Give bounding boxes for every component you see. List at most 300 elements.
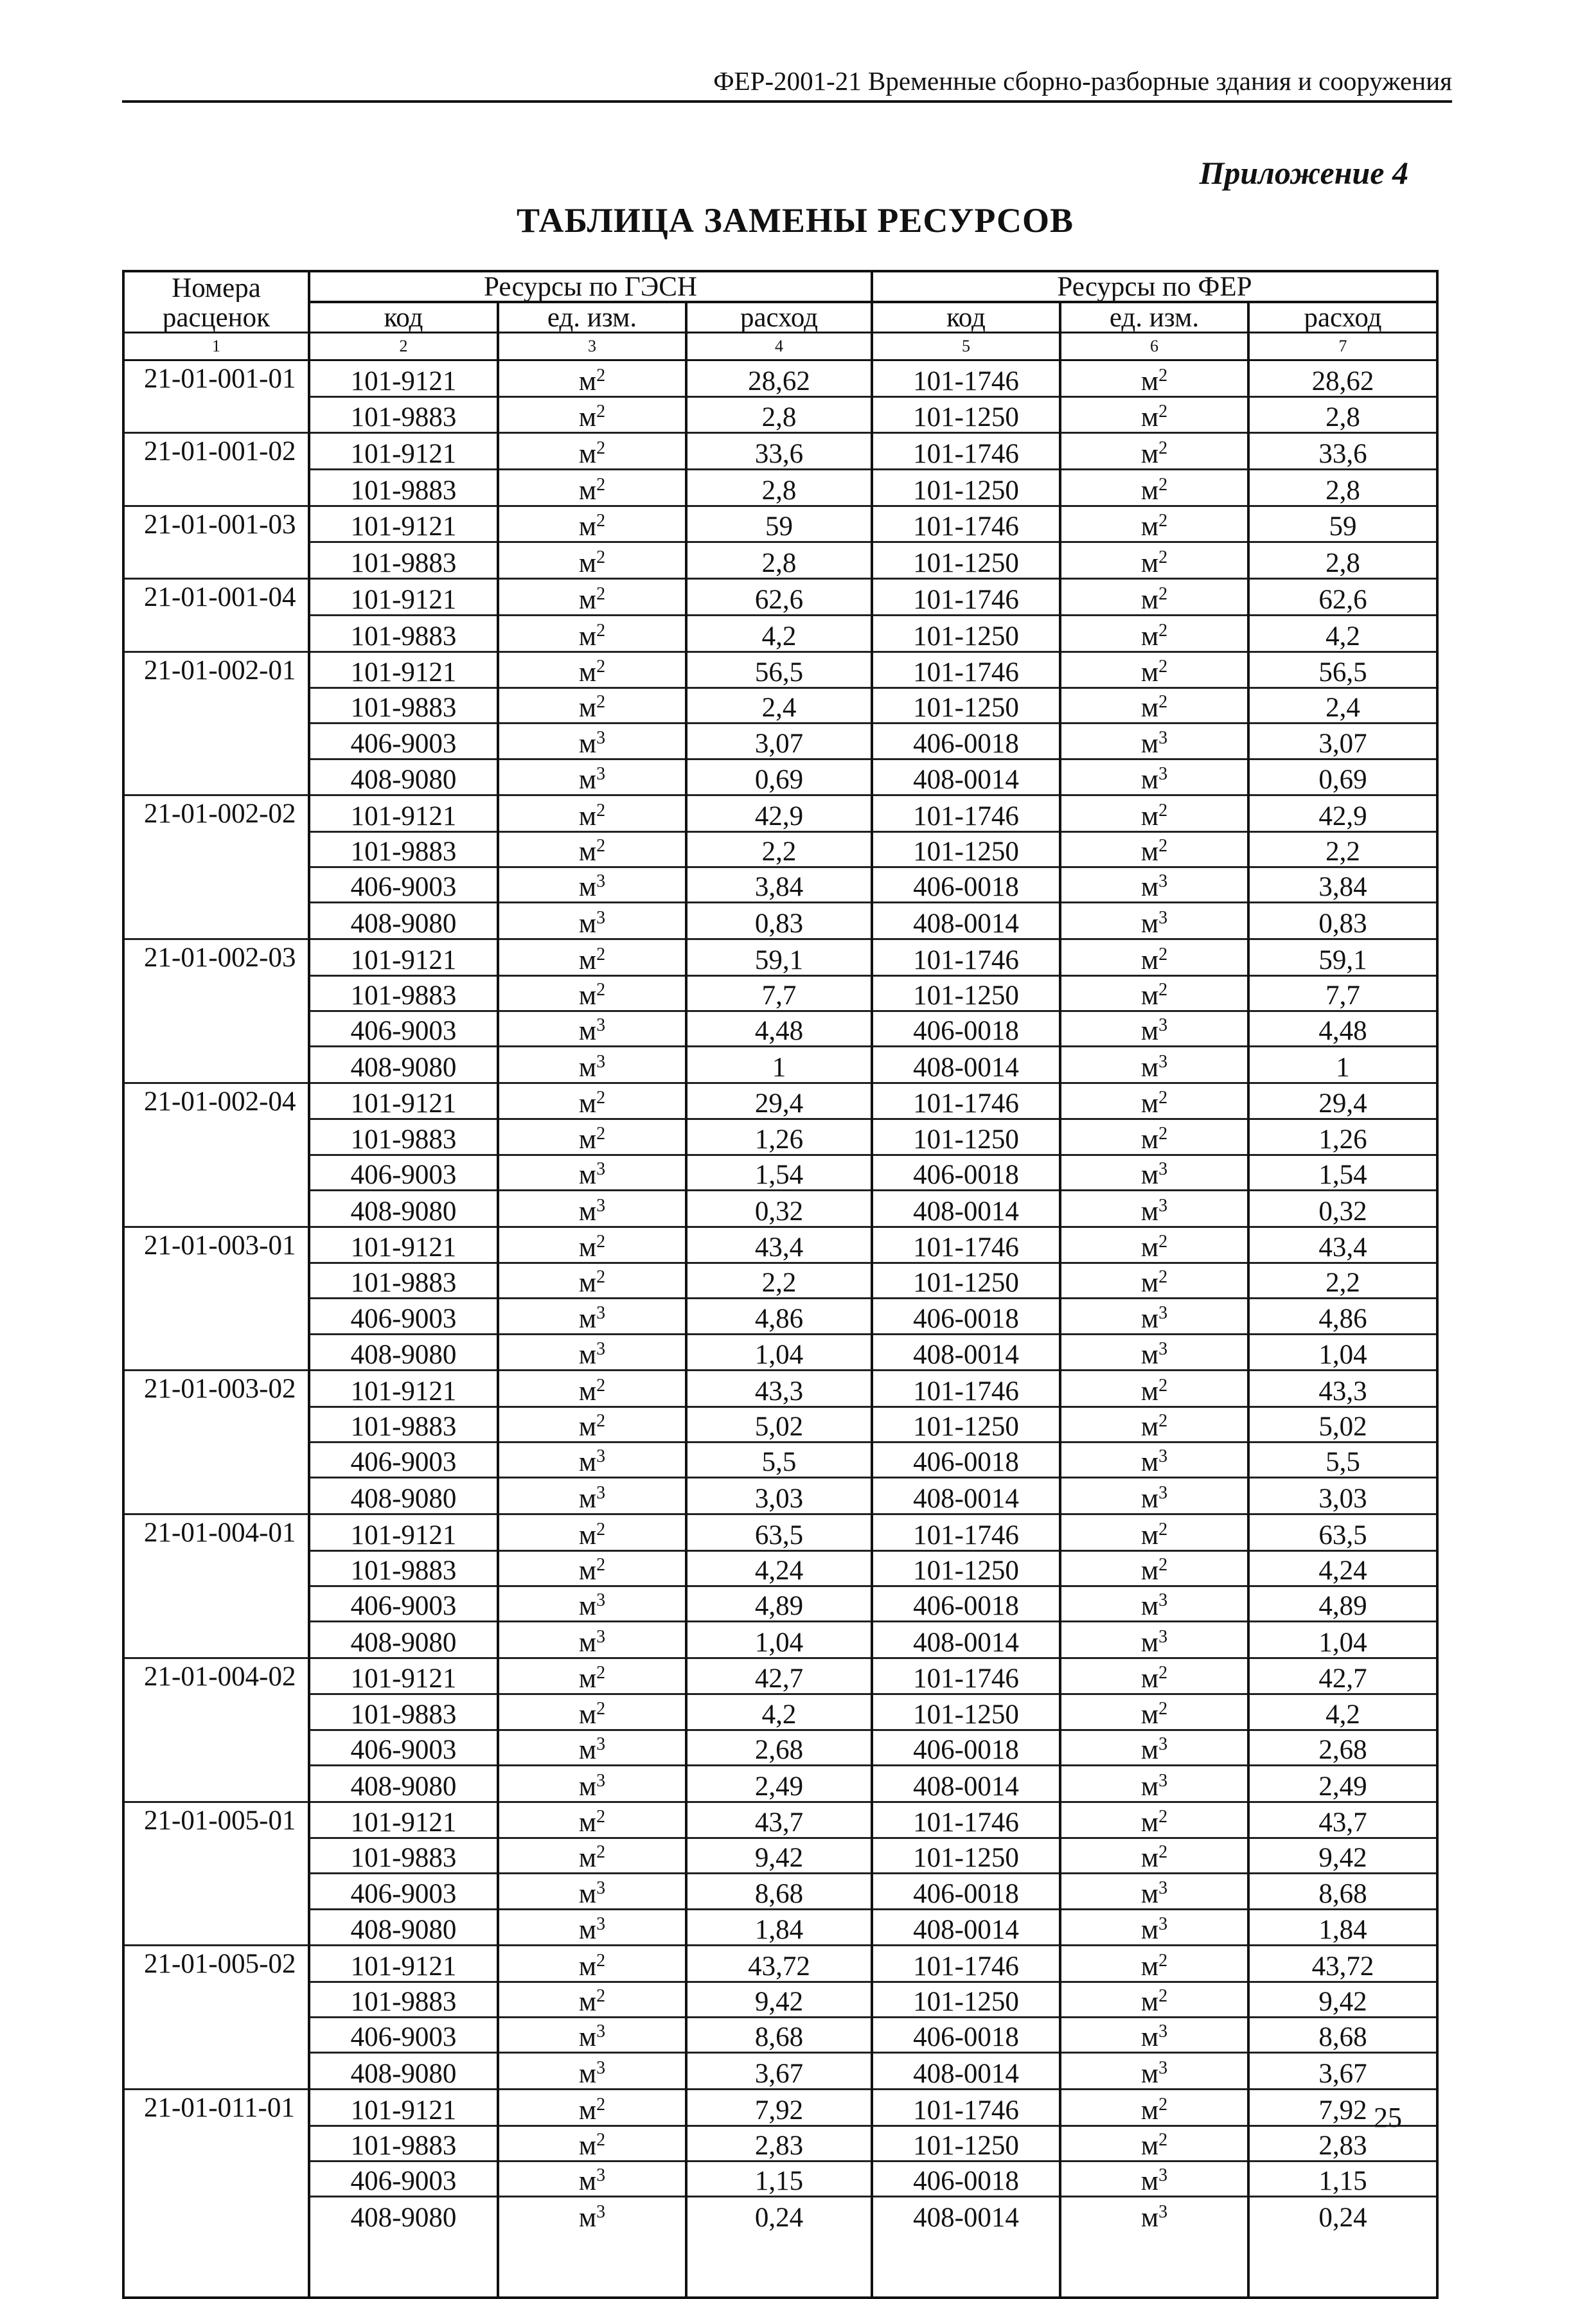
unit-base: м: [578, 1878, 597, 1909]
column-number: 3: [498, 333, 686, 360]
header-row-2: [123, 302, 1437, 333]
rate-number-cell: [123, 867, 309, 903]
gesn-code-cell: 406-9003: [309, 1155, 498, 1190]
gesn-unit-cell: [498, 1047, 686, 1083]
gesn-code-cell: 101-9883: [309, 1407, 498, 1442]
rate-number-cell: [123, 1765, 309, 1802]
fer-amount-cell: 1: [1248, 1047, 1437, 1083]
gesn-code-cell: 101-9121: [309, 1083, 498, 1119]
gesn-code-cell: 406-9003: [309, 2161, 498, 2196]
gesn-amount-cell: 33,6: [686, 433, 872, 470]
fer-unit-cell: [1060, 1622, 1248, 1658]
fer-unit-cell: [1060, 1119, 1248, 1155]
fer-code-cell: 101-1746: [872, 579, 1060, 616]
table-row: [123, 688, 1437, 723]
unit-base: м: [1140, 1807, 1159, 1838]
fer-unit-cell: [1060, 795, 1248, 832]
unit-exponent: 2: [1158, 1375, 1168, 1396]
fer-amount-cell: 2,2: [1248, 831, 1437, 867]
rate-number-cell: [123, 1622, 309, 1658]
table-row: [123, 2018, 1437, 2053]
unit-base: м: [578, 1555, 597, 1586]
unit-base: м: [578, 837, 597, 867]
fer-unit-cell: [1060, 1730, 1248, 1765]
gesn-code-cell: 101-9883: [309, 688, 498, 723]
fer-unit-cell: [1060, 1047, 1248, 1083]
fer-code-cell: 406-0018: [872, 1874, 1060, 1909]
fer-code-cell: 101-1746: [872, 939, 1060, 976]
unit-base: м: [1140, 837, 1159, 867]
gesn-amount-cell: 43,72: [686, 1946, 872, 1982]
fer-amount-cell: 1,04: [1248, 1334, 1437, 1371]
fer-code-cell: 408-0014: [872, 1622, 1060, 1658]
empty-cell: [1060, 2232, 1248, 2298]
unit-exponent: 3: [1158, 1446, 1168, 1467]
unit-base: м: [1140, 621, 1159, 652]
gesn-amount-cell: 2,8: [686, 542, 872, 579]
fer-amount-cell: 8,68: [1248, 1874, 1437, 1909]
gesn-unit-cell: [498, 1946, 686, 1982]
gesn-amount-cell: 2,83: [686, 2126, 872, 2161]
gesn-code-cell: 101-9883: [309, 615, 498, 652]
unit-exponent: 3: [596, 1302, 606, 1323]
fer-amount-cell: 0,32: [1248, 1190, 1437, 1227]
unit-exponent: 3: [1158, 764, 1168, 785]
table-row: [123, 975, 1437, 1011]
gesn-code-cell: 101-9883: [309, 396, 498, 433]
unit-exponent: 2: [1158, 800, 1168, 821]
fer-code-cell: 408-0014: [872, 2053, 1060, 2090]
gesn-unit-cell: [498, 759, 686, 795]
unit-base: м: [1140, 2202, 1159, 2232]
fer-code-cell: 101-1746: [872, 795, 1060, 832]
rate-number-cell: 21-01-004-01: [123, 1514, 309, 1551]
unit-base: м: [578, 2059, 597, 2089]
unit-exponent: 2: [1158, 474, 1168, 495]
gesn-code-cell: 101-9121: [309, 433, 498, 470]
unit-exponent: 2: [596, 1950, 606, 1971]
rate-number-cell: 21-01-002-02: [123, 795, 309, 832]
unit-base: м: [1140, 1627, 1159, 1658]
gesn-code-cell: 101-9121: [309, 1946, 498, 1982]
table-row: [123, 2126, 1437, 2161]
header-fer-unit: ед. изм.: [1060, 302, 1248, 333]
unit-base: м: [1140, 872, 1159, 903]
gesn-code-cell: 101-9121: [309, 360, 498, 397]
column-number-row: [123, 333, 1437, 360]
unit-base: м: [578, 548, 597, 579]
unit-base: м: [578, 1987, 597, 2018]
fer-unit-cell: [1060, 2090, 1248, 2126]
fer-amount-cell: 2,8: [1248, 542, 1437, 579]
gesn-amount-cell: 1,04: [686, 1334, 872, 1371]
gesn-code-cell: 408-9080: [309, 1190, 498, 1227]
fer-amount-cell: 9,42: [1248, 1838, 1437, 1874]
gesn-amount-cell: 7,7: [686, 975, 872, 1011]
unit-exponent: 2: [596, 1986, 606, 2007]
unit-exponent: 3: [596, 764, 606, 785]
unit-exponent: 3: [596, 908, 606, 928]
unit-exponent: 2: [1158, 583, 1168, 604]
unit-exponent: 2: [596, 2129, 606, 2150]
fer-code-cell: 408-0014: [872, 903, 1060, 939]
table-row: [123, 1658, 1437, 1694]
unit-base: м: [578, 1196, 597, 1227]
rate-number-cell: [123, 1155, 309, 1190]
table-row: [123, 542, 1437, 579]
fer-amount-cell: 59: [1248, 506, 1437, 542]
column-number: 2: [309, 333, 498, 360]
unit-exponent: 3: [1158, 2021, 1168, 2042]
table-row: [123, 1694, 1437, 1730]
unit-exponent: 2: [1158, 944, 1168, 964]
gesn-amount-cell: 0,32: [686, 1190, 872, 1227]
table-row: [123, 2090, 1437, 2126]
table-row: [123, 2197, 1437, 2232]
gesn-amount-cell: 2,4: [686, 688, 872, 723]
fer-unit-cell: [1060, 2053, 1248, 2090]
gesn-unit-cell: [498, 2126, 686, 2161]
gesn-amount-cell: 2,68: [686, 1730, 872, 1765]
gesn-amount-cell: 43,4: [686, 1227, 872, 1263]
rate-number-cell: [123, 1874, 309, 1909]
gesn-code-cell: 408-9080: [309, 2053, 498, 2090]
gesn-code-cell: 101-9121: [309, 2090, 498, 2126]
unit-base: м: [578, 439, 597, 470]
unit-base: м: [1140, 1412, 1159, 1442]
unit-exponent: 2: [596, 402, 606, 422]
rate-number-cell: [123, 723, 309, 759]
gesn-unit-cell: [498, 1442, 686, 1478]
fer-unit-cell: [1060, 1982, 1248, 2017]
header-rates-line1: Номера: [123, 271, 309, 302]
unit-exponent: 2: [596, 1123, 606, 1144]
rate-number-cell: [123, 1442, 309, 1478]
unit-base: м: [578, 728, 597, 759]
table-row: [123, 1299, 1437, 1334]
rate-number-cell: 21-01-002-04: [123, 1083, 309, 1119]
header-fer-code: код: [872, 302, 1060, 333]
rate-number-cell: [123, 2161, 309, 2196]
unit-exponent: 3: [1158, 727, 1168, 748]
table-row: [123, 1442, 1437, 1478]
fer-code-cell: 408-0014: [872, 2197, 1060, 2232]
table-row: [123, 1263, 1437, 1299]
unit-exponent: 2: [596, 583, 606, 604]
gesn-unit-cell: [498, 723, 686, 759]
unit-base: м: [578, 2166, 597, 2197]
gesn-code-cell: 101-9883: [309, 1263, 498, 1299]
fer-unit-cell: [1060, 2018, 1248, 2053]
gesn-amount-cell: 1,54: [686, 1155, 872, 1190]
fer-amount-cell: 0,69: [1248, 759, 1437, 795]
gesn-unit-cell: [498, 1550, 686, 1586]
fer-amount-cell: 5,02: [1248, 1407, 1437, 1442]
gesn-amount-cell: 62,6: [686, 579, 872, 616]
gesn-unit-cell: [498, 903, 686, 939]
fer-code-cell: 101-1250: [872, 542, 1060, 579]
gesn-amount-cell: 42,7: [686, 1658, 872, 1694]
gesn-code-cell: 406-9003: [309, 1874, 498, 1909]
rate-number-cell: 21-01-001-04: [123, 579, 309, 616]
unit-base: м: [1140, 1159, 1159, 1190]
fer-unit-cell: [1060, 1802, 1248, 1838]
unit-base: м: [1140, 945, 1159, 975]
table-row: [123, 1083, 1437, 1119]
table-row: [123, 1586, 1437, 1621]
fer-code-cell: 101-1746: [872, 1371, 1060, 1407]
unit-exponent: 3: [1158, 1339, 1168, 1360]
empty-cell: [1248, 2232, 1437, 2298]
table-row: [123, 360, 1437, 397]
unit-base: м: [1140, 402, 1159, 433]
unit-base: м: [578, 765, 597, 795]
gesn-code-cell: 406-9003: [309, 1442, 498, 1478]
rate-number-cell: [123, 1190, 309, 1227]
unit-exponent: 2: [596, 474, 606, 495]
gesn-unit-cell: [498, 1407, 686, 1442]
gesn-amount-cell: 63,5: [686, 1514, 872, 1551]
unit-base: м: [578, 1124, 597, 1155]
fer-amount-cell: 4,89: [1248, 1586, 1437, 1621]
gesn-code-cell: 406-9003: [309, 723, 498, 759]
unit-base: м: [1140, 584, 1159, 615]
unit-base: м: [1140, 548, 1159, 579]
rate-number-cell: [123, 2018, 309, 2053]
table-row: [123, 1155, 1437, 1190]
gesn-amount-cell: 3,84: [686, 867, 872, 903]
appendix-label: Приложение 4: [1199, 155, 1408, 191]
fer-amount-cell: 2,83: [1248, 2126, 1437, 2161]
fer-unit-cell: [1060, 1909, 1248, 1946]
unit-base: м: [578, 980, 597, 1011]
unit-base: м: [1140, 1951, 1159, 1982]
gesn-unit-cell: [498, 1622, 686, 1658]
gesn-amount-cell: 59: [686, 506, 872, 542]
unit-base: м: [578, 1843, 597, 1874]
fer-code-cell: 101-1250: [872, 396, 1060, 433]
gesn-unit-cell: [498, 1874, 686, 1909]
gesn-unit-cell: [498, 2053, 686, 2090]
table-row: [123, 867, 1437, 903]
fer-unit-cell: [1060, 1299, 1248, 1334]
column-number: 7: [1248, 333, 1437, 360]
gesn-amount-cell: 5,5: [686, 1442, 872, 1478]
fer-code-cell: 101-1746: [872, 652, 1060, 688]
fer-unit-cell: [1060, 1407, 1248, 1442]
rate-number-cell: 21-01-001-03: [123, 506, 309, 542]
unit-base: м: [1140, 1520, 1159, 1550]
unit-exponent: 3: [596, 1914, 606, 1935]
fer-code-cell: 101-1746: [872, 360, 1060, 397]
fer-code-cell: 406-0018: [872, 2161, 1060, 2196]
fer-code-cell: 406-0018: [872, 723, 1060, 759]
rate-number-cell: [123, 1909, 309, 1946]
unit-exponent: 2: [1158, 1554, 1168, 1575]
unit-base: м: [578, 801, 597, 831]
table-row: [123, 1371, 1437, 1407]
table-row: [123, 1730, 1437, 1765]
unit-exponent: 3: [596, 1446, 606, 1467]
gesn-amount-cell: 8,68: [686, 2018, 872, 2053]
fer-code-cell: 101-1250: [872, 975, 1060, 1011]
unit-exponent: 2: [596, 692, 606, 713]
unit-exponent: 3: [596, 1877, 606, 1898]
rate-number-cell: [123, 470, 309, 506]
table-row: [123, 1190, 1437, 1227]
gesn-unit-cell: [498, 1514, 686, 1551]
empty-cell: [686, 2232, 872, 2298]
gesn-code-cell: 408-9080: [309, 2197, 498, 2232]
fer-code-cell: 101-1250: [872, 1694, 1060, 1730]
unit-base: м: [578, 475, 597, 506]
fer-amount-cell: 33,6: [1248, 433, 1437, 470]
rate-number-cell: 21-01-002-03: [123, 939, 309, 976]
unit-exponent: 3: [1158, 1051, 1168, 1072]
gesn-code-cell: 101-9121: [309, 1514, 498, 1551]
unit-base: м: [578, 1052, 597, 1083]
unit-base: м: [1140, 1915, 1159, 1946]
gesn-amount-cell: 1,26: [686, 1119, 872, 1155]
table-row: [123, 652, 1437, 688]
unit-exponent: 3: [1158, 1734, 1168, 1754]
table-row: [123, 1514, 1437, 1551]
unit-base: м: [578, 1627, 597, 1658]
unit-base: м: [1140, 366, 1159, 396]
unit-base: м: [578, 1303, 597, 1334]
gesn-code-cell: 101-9121: [309, 506, 498, 542]
table-row: [123, 2053, 1437, 2090]
unit-base: м: [578, 1915, 597, 1946]
header-gesn-amount: расход: [686, 302, 872, 333]
gesn-unit-cell: [498, 396, 686, 433]
table-row: [123, 1982, 1437, 2017]
gesn-code-cell: 101-9121: [309, 1802, 498, 1838]
rate-number-cell: [123, 1334, 309, 1371]
gesn-amount-cell: 2,8: [686, 396, 872, 433]
rate-number-cell: [123, 542, 309, 579]
column-number: 5: [872, 333, 1060, 360]
rate-number-cell: [123, 1047, 309, 1083]
fer-code-cell: 101-1250: [872, 1263, 1060, 1299]
rate-number-cell: 21-01-011-01: [123, 2090, 309, 2126]
unit-exponent: 2: [1158, 2129, 1168, 2150]
gesn-amount-cell: 43,3: [686, 1371, 872, 1407]
table-row: [123, 1334, 1437, 1371]
unit-exponent: 3: [596, 727, 606, 748]
unit-base: м: [1140, 1734, 1159, 1765]
unit-exponent: 2: [596, 365, 606, 386]
unit-exponent: 3: [1158, 1914, 1168, 1935]
unit-base: м: [578, 511, 597, 542]
fer-unit-cell: [1060, 1083, 1248, 1119]
gesn-unit-cell: [498, 1155, 686, 1190]
fer-code-cell: 101-1746: [872, 1227, 1060, 1263]
unit-base: м: [1140, 439, 1159, 470]
fer-unit-cell: [1060, 360, 1248, 397]
gesn-code-cell: 406-9003: [309, 1586, 498, 1621]
fer-amount-cell: 9,42: [1248, 1982, 1437, 2017]
unit-base: м: [1140, 693, 1159, 723]
gesn-amount-cell: 4,24: [686, 1550, 872, 1586]
unit-exponent: 2: [596, 1267, 606, 1288]
empty-cell: [123, 2232, 309, 2298]
fer-code-cell: 406-0018: [872, 867, 1060, 903]
gesn-unit-cell: [498, 2018, 686, 2053]
rate-number-cell: [123, 1263, 309, 1299]
unit-exponent: 3: [596, 1195, 606, 1216]
fer-amount-cell: 1,84: [1248, 1909, 1437, 1946]
unit-exponent: 2: [1158, 1123, 1168, 1144]
unit-exponent: 3: [596, 2165, 606, 2186]
unit-exponent: 2: [1158, 620, 1168, 641]
gesn-amount-cell: 5,02: [686, 1407, 872, 1442]
fer-unit-cell: [1060, 470, 1248, 506]
table-row: [123, 1838, 1437, 1874]
unit-base: м: [578, 2095, 597, 2126]
gesn-code-cell: 406-9003: [309, 1299, 498, 1334]
gesn-amount-cell: 56,5: [686, 652, 872, 688]
unit-exponent: 3: [596, 2021, 606, 2042]
page-number: 25: [1374, 2102, 1402, 2133]
fer-unit-cell: [1060, 652, 1248, 688]
unit-exponent: 3: [1158, 2165, 1168, 2186]
gesn-unit-cell: [498, 542, 686, 579]
rate-number-cell: [123, 1119, 309, 1155]
unit-exponent: 3: [596, 871, 606, 892]
table-row: [123, 2161, 1437, 2196]
gesn-amount-cell: 8,68: [686, 1874, 872, 1909]
fer-unit-cell: [1060, 1371, 1248, 1407]
fer-code-cell: 101-1250: [872, 1550, 1060, 1586]
unit-base: м: [578, 1807, 597, 1838]
fer-amount-cell: 7,92: [1248, 2090, 1437, 2126]
gesn-code-cell: 101-9121: [309, 939, 498, 976]
fer-code-cell: 101-1250: [872, 1407, 1060, 1442]
fer-code-cell: 101-1746: [872, 433, 1060, 470]
unit-exponent: 2: [1158, 979, 1168, 1000]
table-row: [123, 1550, 1437, 1586]
unit-base: м: [1140, 1232, 1159, 1263]
unit-exponent: 2: [596, 1375, 606, 1396]
table-row: [123, 1011, 1437, 1046]
unit-base: м: [578, 1088, 597, 1119]
unit-base: м: [1140, 2022, 1159, 2053]
fer-amount-cell: 3,67: [1248, 2053, 1437, 2090]
table-row: [123, 1478, 1437, 1514]
fer-code-cell: 101-1746: [872, 1083, 1060, 1119]
unit-exponent: 3: [596, 2201, 606, 2222]
table-row: [123, 1119, 1437, 1155]
unit-exponent: 3: [1158, 2201, 1168, 2222]
gesn-amount-cell: 3,67: [686, 2053, 872, 2090]
fer-code-cell: 101-1250: [872, 1838, 1060, 1874]
fer-amount-cell: 4,86: [1248, 1299, 1437, 1334]
unit-base: м: [1140, 1699, 1159, 1730]
fer-code-cell: 406-0018: [872, 1442, 1060, 1478]
fer-code-cell: 406-0018: [872, 1155, 1060, 1190]
unit-base: м: [1140, 1664, 1159, 1694]
gesn-code-cell: 101-9121: [309, 1371, 498, 1407]
gesn-unit-cell: [498, 433, 686, 470]
column-number: 1: [123, 333, 309, 360]
fer-unit-cell: [1060, 2126, 1248, 2161]
table-row: [123, 1622, 1437, 1658]
rate-number-cell: [123, 2053, 309, 2090]
table-row: [123, 579, 1437, 616]
fer-unit-cell: [1060, 2161, 1248, 2196]
unit-base: м: [1140, 511, 1159, 542]
